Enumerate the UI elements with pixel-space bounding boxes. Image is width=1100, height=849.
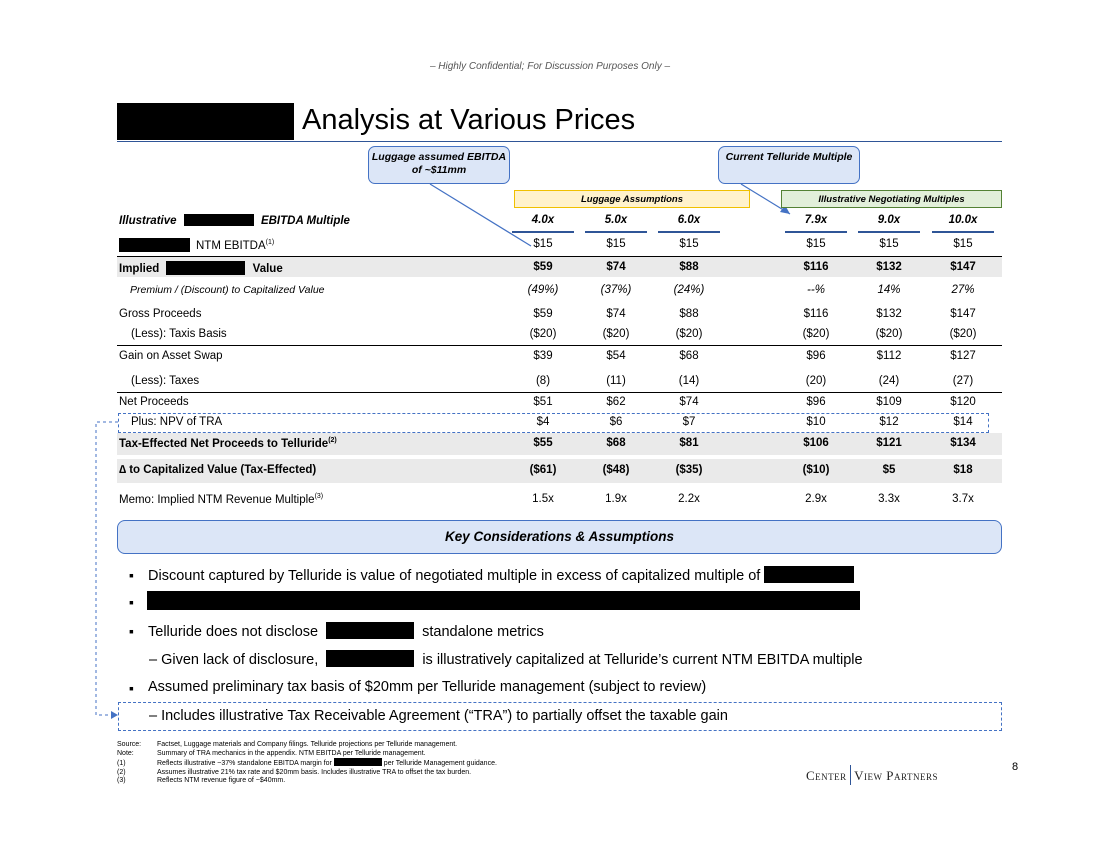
memo-value: 3.7x [952, 493, 974, 505]
tax-basis-value: ($20) [949, 328, 977, 340]
gross-proceeds-value: $147 [950, 308, 976, 320]
key-considerations-header: Key Considerations & Assumptions [117, 520, 1002, 554]
taxes-value: (20) [805, 375, 827, 387]
sub-bullet-capitalized: – Given lack of disclosure, is illustratively capitalized at Telluride’s current NTM EBITDA multiple [149, 652, 863, 668]
gross-proceeds-value: $132 [876, 308, 902, 320]
footnotes: Source: Factset, Luggage materials and Company filings. Telluride projections per Telluride management. Note: Summary of TRA mechanics in the appendix. NTM EBITDA per Telluride management. (1) Reflects illustrative ~37% standalone EBITDA margin for per Telluride Management guidance. (2) Assumes illustrative 21% tax rate and $20mm basis. Includes illustrative TRA to offset the tax burden. (3) Reflects NTM revenue figure of ~$40mm. [117, 741, 497, 784]
npv-tra-value: $14 [953, 416, 973, 428]
premium-value: 27% [951, 284, 975, 296]
tax-basis-label: (Less): Taxis Basis [131, 328, 227, 340]
redacted-block [334, 758, 382, 766]
page-number: 8 [1012, 761, 1019, 773]
gross-proceeds-value: $74 [606, 308, 626, 320]
bullet-tax-basis: Assumed preliminary tax basis of $20mm per Telluride management (subject to review) [148, 679, 707, 695]
net-proceeds-label: Net Proceeds [119, 396, 189, 408]
ntm-ebitda-value: $15 [679, 238, 699, 250]
net-proceeds-value: $62 [606, 396, 626, 408]
taxes-value: (24) [878, 375, 900, 387]
npv-tra-value: $7 [682, 416, 696, 428]
implied-value: $116 [803, 261, 829, 273]
gain-value: $54 [606, 350, 626, 362]
memo-value: 2.2x [678, 493, 700, 505]
tax-basis-value: ($20) [602, 328, 630, 340]
tax-effected-value: $106 [803, 437, 829, 449]
taxes-value: (8) [535, 375, 551, 387]
bullet-discount: Discount captured by Telluride is value of negotiated multiple in excess of capitalized multiple of [148, 566, 854, 584]
multiple-header: 4.0x [531, 214, 555, 226]
gross-proceeds-value: $88 [679, 308, 699, 320]
bullet-disclosure: Telluride does not disclose standalone metrics [148, 624, 544, 640]
tax-effected-value: $81 [679, 437, 699, 449]
memo-value: 1.9x [605, 493, 627, 505]
gross-proceeds-label: Gross Proceeds [119, 308, 202, 320]
tax-effected-value: $55 [533, 437, 553, 449]
ntm-ebitda-value: $15 [879, 238, 899, 250]
memo-label: Memo: Implied NTM Revenue Multiple$^{(3)}$ [119, 493, 324, 506]
memo-value: 2.9x [805, 493, 827, 505]
ntm-ebitda-value: $15 [606, 238, 626, 250]
gain-label: Gain on Asset Swap [119, 350, 223, 362]
taxes-value: (27) [952, 375, 974, 387]
implied-value: $74 [606, 261, 626, 273]
npv-tra-value: $4 [536, 416, 550, 428]
taxes-value: (14) [678, 375, 700, 387]
delta-value: ($10) [802, 464, 830, 476]
ntm-ebitda-value: $15 [533, 238, 553, 250]
bullet-marker: ▪ [129, 680, 134, 696]
delta-value: ($61) [529, 464, 557, 476]
tax-effected-value: $121 [876, 437, 902, 449]
gain-value: $39 [533, 350, 553, 362]
page-title: Analysis at Various Prices [302, 104, 636, 136]
tax-effected-value: $134 [950, 437, 976, 449]
multiple-header: 10.0x [948, 214, 978, 226]
npv-tra-value: $10 [806, 416, 826, 428]
premium-value: (24%) [673, 284, 705, 296]
multiple-row-label: Illustrative EBITDA Multiple [119, 215, 350, 227]
taxes-value: (11) [606, 375, 626, 387]
ntm-ebitda-value: $15 [806, 238, 826, 250]
bullet-marker: ▪ [129, 594, 134, 610]
gross-proceeds-value: $59 [533, 308, 553, 320]
bullet-marker: ▪ [129, 567, 134, 583]
callout-luggage-text: Luggage assumed EBITDA of ~$11mm [371, 151, 507, 176]
tax-basis-value: ($20) [529, 328, 557, 340]
implied-value: $59 [533, 261, 553, 273]
sub-bullet-tra: – Includes illustrative Tax Receivable Agreement (“TRA”) to partially offset the taxable gain [149, 708, 728, 724]
tax-effected-label: Tax-Effected Net Proceeds to Telluride$^{(2)}$ [119, 437, 337, 450]
tax-effected-value: $68 [606, 437, 626, 449]
net-proceeds-value: $74 [679, 396, 699, 408]
net-proceeds-value: $120 [950, 396, 976, 408]
delta-value: $18 [953, 464, 973, 476]
company-logo: Center View Partners [806, 765, 938, 785]
tax-basis-value: ($20) [675, 328, 703, 340]
delta-label: ∆ to Capitalized Value (Tax-Effected) [119, 464, 317, 476]
multiple-header: 5.0x [604, 214, 628, 226]
implied-value: $147 [950, 261, 976, 273]
memo-value: 1.5x [532, 493, 554, 505]
implied-value: $88 [679, 261, 699, 273]
net-proceeds-value: $96 [806, 396, 826, 408]
multiple-header: 6.0x [677, 214, 701, 226]
tax-basis-value: ($20) [802, 328, 830, 340]
logo-divider [850, 765, 852, 785]
net-proceeds-value: $109 [876, 396, 902, 408]
gain-value: $96 [806, 350, 826, 362]
negotiating-multiples-header: Illustrative Negotiating Multiples [781, 190, 1002, 208]
gain-value: $68 [679, 350, 699, 362]
ntm-ebitda-label: NTM EBITDA$^{(1)}$ [119, 238, 274, 252]
npv-tra-value: $12 [879, 416, 899, 428]
implied-value-label: Implied Value [119, 263, 283, 275]
premium-value: 14% [877, 284, 901, 296]
gross-proceeds-value: $116 [803, 308, 829, 320]
taxes-label: (Less): Taxes [131, 375, 200, 387]
luggage-assumptions-header: Luggage Assumptions [514, 190, 750, 208]
premium-value: --% [807, 284, 825, 296]
memo-value: 3.3x [878, 493, 900, 505]
confidential-banner: – Highly Confidential; For Discussion Purposes Only – [429, 61, 671, 72]
callout-telluride-text: Current Telluride Multiple [725, 151, 853, 163]
gain-value: $127 [950, 350, 976, 362]
gain-value: $112 [876, 350, 902, 362]
npv-tra-label: Plus: NPV of TRA [131, 416, 223, 428]
tax-basis-value: ($20) [875, 328, 903, 340]
implied-value: $132 [876, 261, 902, 273]
bullet-marker: ▪ [129, 623, 134, 639]
premium-value: (37%) [600, 284, 632, 296]
delta-value: ($48) [602, 464, 630, 476]
net-proceeds-value: $51 [533, 396, 553, 408]
multiple-header: 9.0x [877, 214, 901, 226]
multiple-header: 7.9x [804, 214, 828, 226]
delta-value: ($35) [675, 464, 703, 476]
premium-value: (49%) [527, 284, 559, 296]
premium-label: Premium / (Discount) to Capitalized Value [130, 284, 325, 296]
ntm-ebitda-value: $15 [953, 238, 973, 250]
delta-value: $5 [882, 464, 896, 476]
npv-tra-value: $6 [609, 416, 623, 428]
